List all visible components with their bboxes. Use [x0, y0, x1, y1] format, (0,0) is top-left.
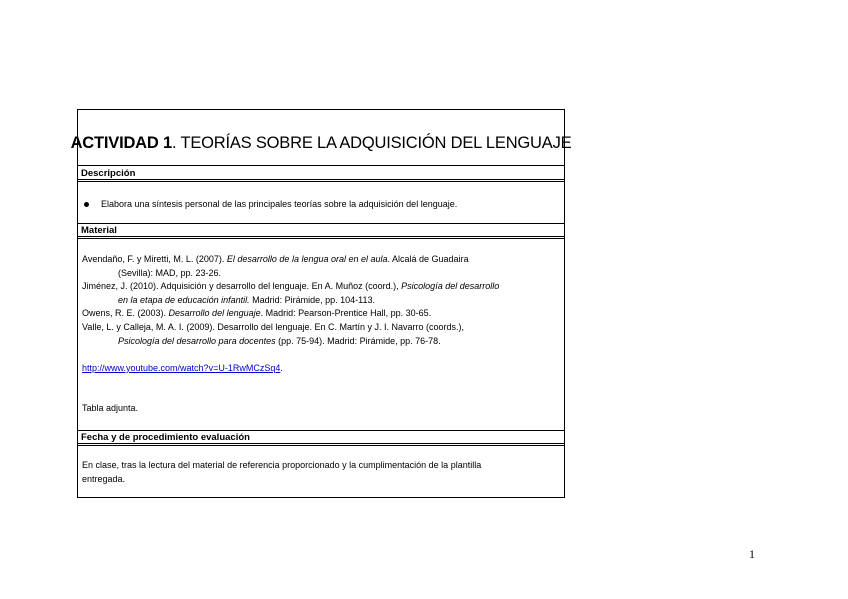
bullet-icon: [84, 202, 89, 207]
activity-title-bold: ACTIVIDAD 1: [70, 134, 172, 152]
reference-item: Jiménez, J. (2010). Adquisición y desarrollo del lenguaje. En A. Muñoz (coord.), Psicología del desarrollo: [82, 281, 500, 292]
table-note: Tabla adjunta.: [82, 403, 139, 413]
reference-item: Valle, L. y Calleja, M. A. I. (2009). Desarrollo del lenguaje. En C. Martín y J. I. Navarro (coords.),: [82, 321, 464, 332]
page-number: 1: [749, 547, 755, 561]
activity-title-rest: . TEORÍAS SOBRE LA ADQUISICIÓN DEL LENGUAJE: [171, 134, 572, 152]
reference-item-cont: Psicología del desarrollo para docentes (pp. 75-94). Madrid: Pirámide, pp. 76-78.: [118, 335, 441, 346]
reference-item-cont: (Sevilla): MAD, pp. 23-26.: [118, 267, 222, 278]
evaluacion-header: Fecha y de procedimiento evaluación: [78, 431, 564, 446]
reference-item: Avendaño, F. y Miretti, M. L. (2007). El desarrollo de la lengua oral en el aula. Alcalá de Guadaira: [82, 254, 469, 264]
activity-title: [70, 110, 572, 166]
descripcion-header: Descripción: [78, 167, 564, 182]
descripcion-bullet-text: Elabora una síntesis personal de las principales teorías sobre la adquisición del lenguaje.: [101, 199, 458, 209]
activity-table: [70, 109, 572, 498]
youtube-link-line: http://www.youtube.com/watch?v=U-1RwMCzSq4.: [82, 363, 283, 373]
reference-item: Owens, R. E. (2003). Desarrollo del lenguaje. Madrid: Pearson-Prentice Hall, pp. 30-65.: [82, 308, 432, 319]
descripcion-bullet: [84, 198, 457, 210]
material-header: Material: [78, 224, 564, 239]
material-references: [82, 253, 499, 348]
reference-item-cont: en la etapa de educación infantil. Madrid: Pirámide, pp. 104-113.: [118, 294, 376, 305]
youtube-link[interactable]: http://www.youtube.com/watch?v=U-1RwMCzSq4: [82, 363, 281, 373]
evaluacion-text: En clase, tras la lectura del material de referencia proporcionado y la cumplimentación de la plantilla entregada.: [82, 460, 482, 484]
